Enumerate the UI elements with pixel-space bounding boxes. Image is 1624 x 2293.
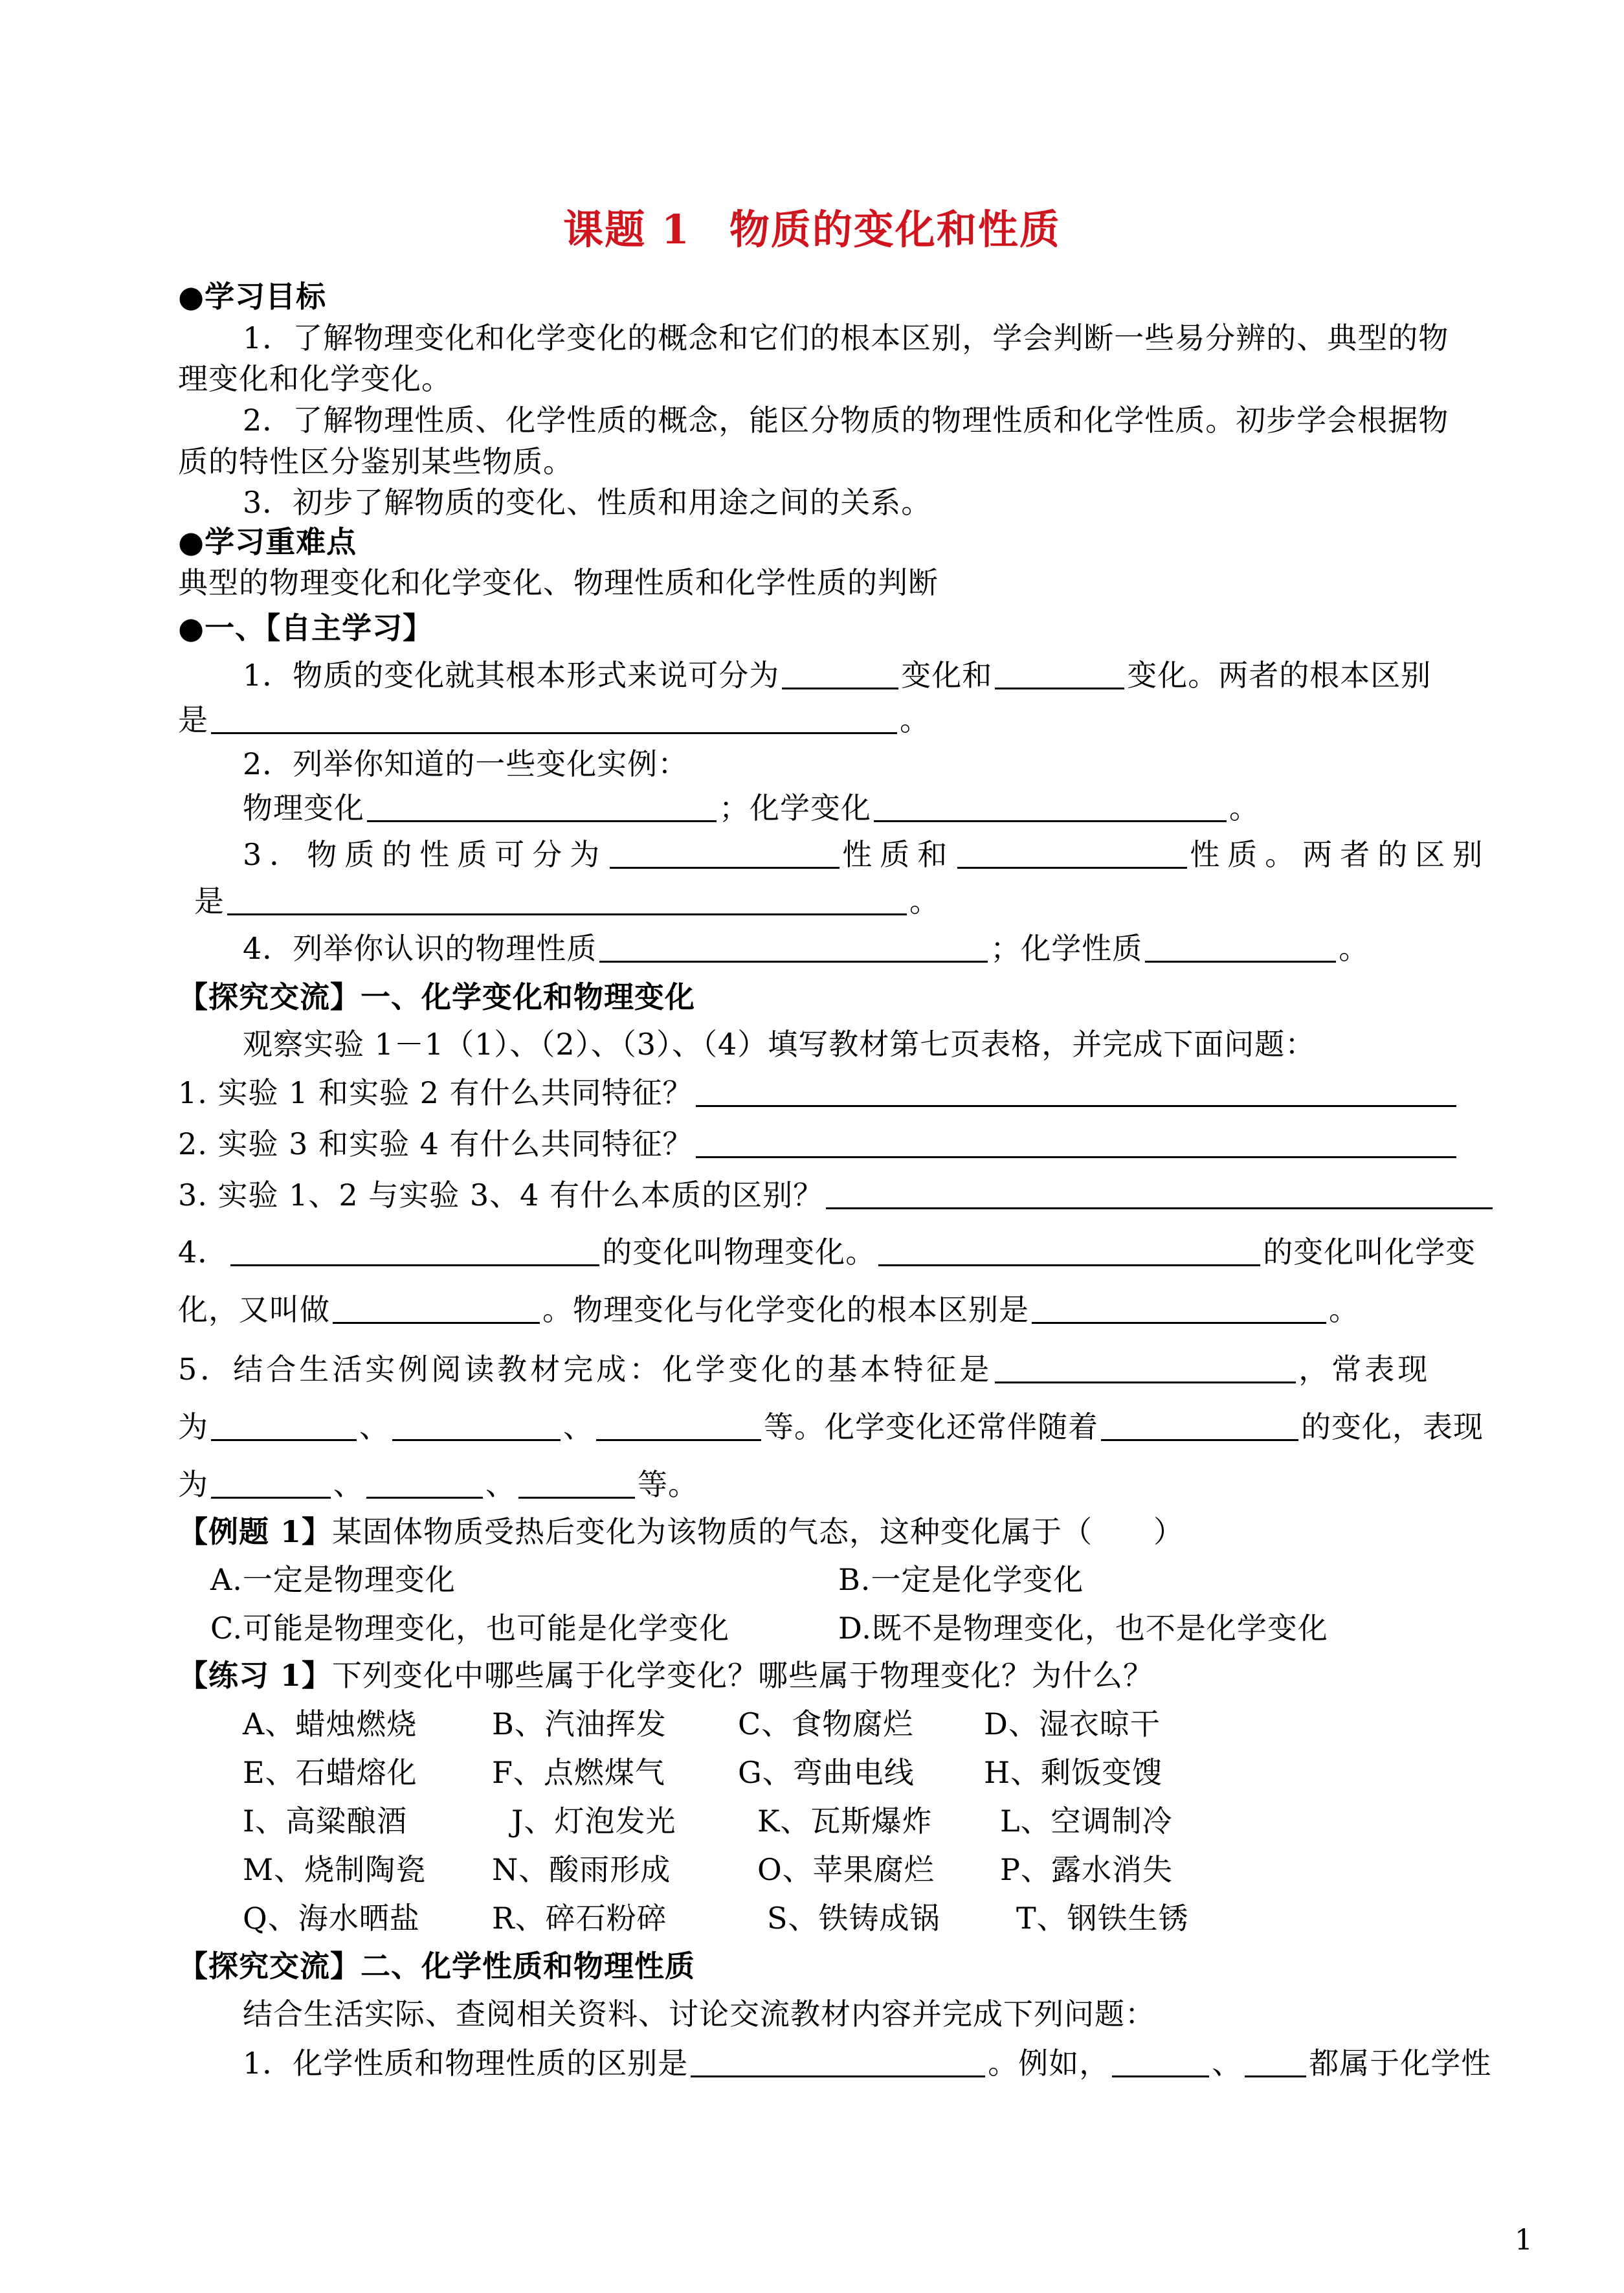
answer-blank[interactable] xyxy=(211,1467,331,1499)
explore1-q5-cont: 为 、 、 等。化学变化还常伴随着 的变化，表现 xyxy=(178,1409,1484,1444)
keypoints-heading: ●学习重难点 xyxy=(178,524,357,559)
example1-option-a[interactable]: A.一定是物理变化 xyxy=(210,1562,456,1597)
self-study-q1-cont: 是 。 xyxy=(178,702,930,737)
title-text: 物质的变化和性质 xyxy=(729,206,1061,253)
answer-blank[interactable] xyxy=(230,1235,599,1266)
exercise1-question: 【练习 1】下列变化中哪些属于化学变化？哪些属于物理变化？为什么？ xyxy=(178,1658,1154,1693)
answer-blank[interactable] xyxy=(596,1409,761,1441)
explore1-q1: 1. 实验 1 和实验 2 有什么共同特征？ xyxy=(178,1073,1459,1112)
answer-blank[interactable] xyxy=(1101,1409,1298,1441)
explore2-q1: 1．化学性质和物理性质的区别是 。例如， 、 都属于化学性 xyxy=(243,2046,1492,2081)
answer-blank[interactable] xyxy=(333,1292,540,1324)
objective-line: 2．了解物理性质、化学性质的概念，能区分物质的物理性质和化学性质。初步学会根据物 xyxy=(243,403,1449,438)
exercise1-item: F、点燃煤气 xyxy=(492,1755,665,1790)
self-study-heading: ●一、【自主学习】 xyxy=(178,610,434,645)
answer-blank[interactable] xyxy=(874,790,1227,822)
answer-blank[interactable] xyxy=(518,1467,635,1499)
answer-blank[interactable] xyxy=(211,702,897,734)
answer-blank[interactable] xyxy=(599,931,988,963)
objective-line: 3．初步了解物质的变化、性质和用途之间的关系。 xyxy=(243,485,932,520)
objectives-heading: ●学习目标 xyxy=(178,279,327,314)
exercise1-item: D、湿衣晾干 xyxy=(984,1706,1161,1741)
exercise1-item: B、汽油挥发 xyxy=(492,1706,667,1741)
example1-question: 【例题 1】某固体物质受热后变化为该物质的气态，这种变化属于（ ） xyxy=(178,1514,1185,1549)
explore2-intro: 结合生活实际、查阅相关资料、讨论交流教材内容并完成下列问题： xyxy=(243,1997,1155,2031)
answer-blank[interactable] xyxy=(227,884,907,915)
exercise1-item: R、碎石粉碎 xyxy=(492,1901,667,1936)
answer-blank[interactable] xyxy=(367,790,717,822)
self-study-q3: 3．物质的性质可分为 性质和 性质。两者的区别 xyxy=(243,837,1491,872)
answer-blank[interactable] xyxy=(1112,2046,1209,2077)
exercise1-item: M、烧制陶瓷 xyxy=(243,1852,427,1887)
exercise1-item: A、蜡烛燃烧 xyxy=(243,1706,417,1741)
objective-line: 1．了解物理变化和化学变化的概念和它们的根本区别，学会判断一些易分辨的、典型的物 xyxy=(243,320,1449,355)
exercise1-item: L、空调制冷 xyxy=(1000,1804,1173,1839)
answer-blank[interactable] xyxy=(826,1178,1493,1209)
exercise1-item: O、苹果腐烂 xyxy=(757,1852,935,1887)
exercise1-item: P、露水消失 xyxy=(1000,1852,1173,1887)
title-lesson-number: 课题 1 xyxy=(563,206,691,253)
self-study-q2-examples: 物理变化 ；化学变化 。 xyxy=(243,790,1260,825)
exercise1-item: H、剩饭变馊 xyxy=(984,1755,1163,1790)
exercise1-item: Q、海水晒盐 xyxy=(243,1901,420,1936)
objective-line: 理变化和化学变化。 xyxy=(178,361,452,396)
explore1-q3: 3. 实验 1、2 与实验 3、4 有什么本质的区别？ xyxy=(178,1176,1495,1214)
answer-blank[interactable] xyxy=(696,1126,1456,1158)
explore2-heading: 【探究交流】二、化学性质和物理性质 xyxy=(178,1949,695,1984)
objective-line: 质的特性区分鉴别某些物质。 xyxy=(178,444,573,479)
answer-blank[interactable] xyxy=(1032,1292,1326,1324)
answer-blank[interactable] xyxy=(366,1467,483,1499)
answer-blank[interactable] xyxy=(782,658,898,689)
answer-blank[interactable] xyxy=(691,2046,985,2077)
explore1-heading: 【探究交流】一、化学变化和物理变化 xyxy=(178,979,695,1014)
answer-blank[interactable] xyxy=(392,1409,561,1441)
exercise1-item: E、石蜡熔化 xyxy=(243,1755,417,1790)
exercise1-item: T、钢铁生锈 xyxy=(1016,1901,1189,1936)
example1-option-c[interactable]: C.可能是物理变化，也可能是化学变化 xyxy=(210,1611,730,1646)
answer-blank[interactable] xyxy=(211,1409,357,1441)
answer-blank[interactable] xyxy=(1245,2046,1306,2077)
explore1-q4: 4． 的变化叫物理变化。 的变化叫化学变 xyxy=(178,1235,1476,1270)
answer-blank[interactable] xyxy=(1145,931,1336,963)
keypoints-text: 典型的物理变化和化学变化、物理性质和化学性质的判断 xyxy=(178,565,939,600)
explore1-q2: 2. 实验 3 和实验 4 有什么共同特征？ xyxy=(178,1124,1459,1163)
explore1-intro: 观察实验 1－1（1）、（2）、（3）、（4）填写教材第七页表格，并完成下面问题： xyxy=(243,1027,1316,1062)
exercise1-item: K、瓦斯爆炸 xyxy=(757,1804,933,1839)
answer-blank[interactable] xyxy=(878,1235,1260,1266)
example1-option-d[interactable]: D.既不是物理变化，也不是化学变化 xyxy=(838,1611,1328,1646)
self-study-q4: 4．列举你认识的物理性质 ；化学性质 。 xyxy=(243,931,1370,966)
exercise1-item: N、酸雨形成 xyxy=(492,1852,671,1887)
explore1-q5: 5．结合生活实例阅读教材完成：化学变化的基本特征是 ，常表现 xyxy=(178,1352,1431,1387)
answer-blank[interactable] xyxy=(610,837,840,869)
exercise1-item: I、高粱酿酒 xyxy=(243,1804,408,1839)
answer-blank[interactable] xyxy=(995,1352,1296,1383)
explore1-q4-cont: 化，又叫做 。物理变化与化学变化的根本区别是 。 xyxy=(178,1292,1359,1327)
page-title xyxy=(0,197,1624,255)
self-study-q3-cont: 是 。 xyxy=(194,884,940,919)
explore1-q5-cont2: 为 、 、 等。 xyxy=(178,1467,698,1502)
self-study-q1: 1．物质的变化就其根本形式来说可分为 变化和 变化。两者的根本区别 xyxy=(243,658,1432,693)
answer-blank[interactable] xyxy=(995,658,1124,689)
exercise1-item: C、食物腐烂 xyxy=(738,1706,914,1741)
exercise1-item: J、灯泡发光 xyxy=(511,1804,676,1839)
exercise1-item: G、弯曲电线 xyxy=(738,1755,915,1790)
example1-option-b[interactable]: B.一定是化学变化 xyxy=(838,1562,1084,1597)
answer-blank[interactable] xyxy=(696,1075,1456,1107)
answer-blank[interactable] xyxy=(957,837,1187,869)
page-number: 1 xyxy=(1515,2224,1533,2257)
self-study-q2: 2．列举你知道的一些变化实例： xyxy=(243,746,689,781)
exercise1-item: S、铁铸成锅 xyxy=(767,1901,940,1936)
